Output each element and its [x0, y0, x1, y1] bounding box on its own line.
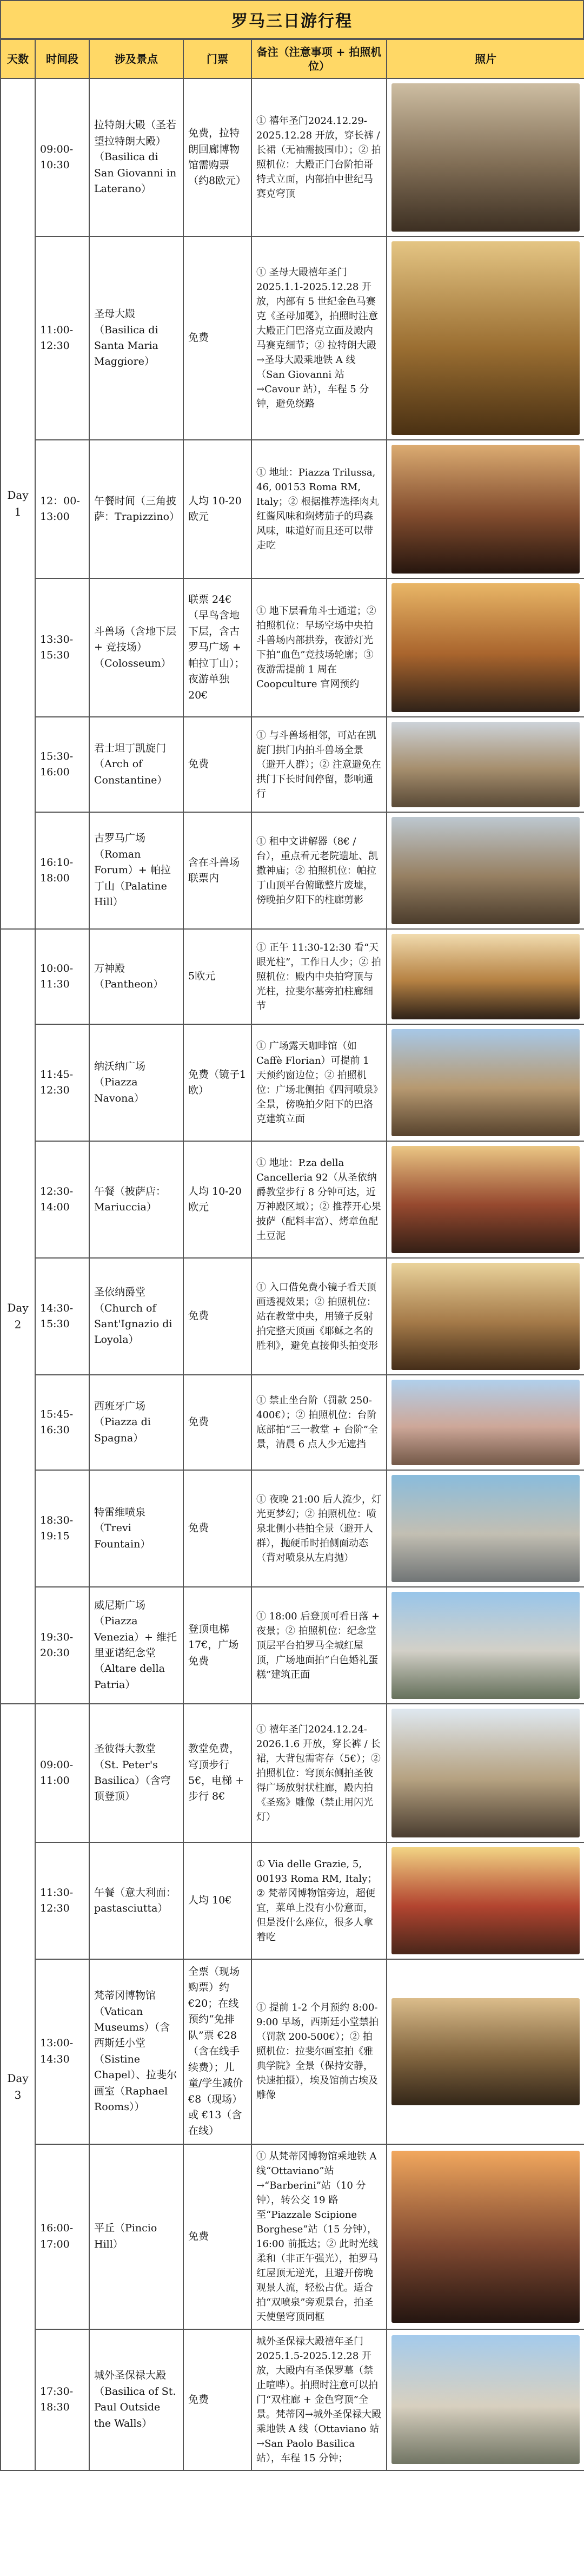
- itinerary-table: [0, 39, 584, 2471]
- note-cell: ① 广场露天咖啡馆（如 Caffè Florian）可提前 1 天预约窗边位；② 拍照机位：广场北侧拍《四河喷泉》全景，傍晚拍夕阳下的巴洛克建筑立面: [251, 1024, 387, 1141]
- ticket-cell: 免费: [183, 2329, 251, 2470]
- header-time: 时间段: [35, 39, 89, 78]
- time-cell: 13:30-15:30: [35, 578, 89, 717]
- attraction-photo: [391, 1263, 580, 1370]
- note-cell: 城外圣保禄大殿禧年圣门 2025.1.5-2025.12.28 开放，大殿内有圣保罗墓（禁止喧哗）。拍照时注意可以拍门“双柱廊 + 金色穹顶”全景。梵蒂冈→城外圣保禄大殿乘地铁 A 线（Ottaviano 站→San Paolo Basilica 站），车程 15 分钟；: [251, 2329, 387, 2470]
- note-cell: ① 入口借免费小镜子看天顶画透视效果；② 拍照机位：站在教堂中央，用镜子反射拍完整天顶画《耶稣之名的胜利》，避免直接仰头拍变形: [251, 1258, 387, 1375]
- table-row: [1, 1024, 584, 1141]
- photo-cell: [387, 1258, 584, 1375]
- ticket-cell: 5欧元: [183, 929, 251, 1024]
- sight-cell: 午餐时间（三角披萨：Trapizzino）: [89, 440, 183, 578]
- attraction-photo: [391, 1998, 580, 2105]
- sight-cell: 午餐（意大利面：pastasciutta）: [89, 1842, 183, 1959]
- time-cell: 09:00-10:30: [35, 78, 89, 236]
- table-row: [1, 1587, 584, 1704]
- ticket-cell: 人均 10€: [183, 1842, 251, 1959]
- ticket-cell: 人均 10-20 欧元: [183, 1141, 251, 1258]
- table-row: [1, 1375, 584, 1470]
- time-cell: 18:30-19:15: [35, 1470, 89, 1587]
- note-cell: ① 禁止坐台阶（罚款 250-400€）；② 拍照机位：台阶底部拍“三一教堂 + 台阶”全景，清晨 6 点人少无遮挡: [251, 1375, 387, 1470]
- photo-cell: [387, 1141, 584, 1258]
- sight-cell: 斗兽场（含地下层 + 竞技场）（Colosseum）: [89, 578, 183, 717]
- note-cell: ① 与斗兽场相邻，可站在凯旋门拱门内拍斗兽场全景（避开人群）；② 注意避免在拱门下长时间停留，影响通行: [251, 717, 387, 812]
- time-cell: 15:30-16:00: [35, 717, 89, 812]
- note-cell: ① 夜晚 21:00 后人流少，灯光更梦幻；② 拍照机位：喷泉北侧小巷拍全景（避开人群），抛硬币时拍侧面动态（背对喷泉从左肩抛）: [251, 1470, 387, 1587]
- header-photo: 照片: [387, 39, 584, 78]
- photo-cell: [387, 1959, 584, 2144]
- ticket-cell: 免费: [183, 1375, 251, 1470]
- sight-cell: 纳沃纳广场（Piazza Navona）: [89, 1024, 183, 1141]
- table-row: [1, 578, 584, 717]
- sight-cell: 梵蒂冈博物馆（Vatican Museums）（含西斯廷小堂（Sistine Chapel）、拉斐尔画室（Raphael Rooms））: [89, 1959, 183, 2144]
- note-cell: ① 18:00 后登顶可看日落 + 夜景；② 拍照机位：纪念堂顶层平台拍罗马全城红屋顶，广场地面拍“白色婚礼蛋糕”建筑正面: [251, 1587, 387, 1704]
- note-cell: ① Via delle Grazie, 5, 00193 Roma RM, Italy；② 梵蒂冈博物馆旁边，超便宜，菜单上没有小份意面，但是没什么座位，很多人拿着吃: [251, 1842, 387, 1959]
- photo-cell: [387, 929, 584, 1024]
- ticket-cell: 人均 10-20 欧元: [183, 440, 251, 578]
- table-row: [1, 1141, 584, 1258]
- sight-cell: 拉特朗大殿（圣若望拉特朗大殿）（Basilica di San Giovanni in Laterano）: [89, 78, 183, 236]
- attraction-photo: [391, 1709, 580, 1837]
- attraction-photo: [391, 934, 580, 1019]
- ticket-cell: 免费: [183, 236, 251, 440]
- attraction-photo: [391, 583, 580, 712]
- header-sight: 涉及景点: [89, 39, 183, 78]
- photo-cell: [387, 2144, 584, 2329]
- time-cell: 11:30-12:30: [35, 1842, 89, 1959]
- sight-cell: 城外圣保禄大殿（Basilica of St. Paul Outside the Walls）: [89, 2329, 183, 2470]
- table-row: [1, 1959, 584, 2144]
- photo-cell: [387, 1704, 584, 1842]
- day-label: Day1: [1, 78, 35, 929]
- attraction-photo: [391, 1146, 580, 1253]
- time-cell: 12：00-13:00: [35, 440, 89, 578]
- ticket-cell: 免费: [183, 1258, 251, 1375]
- attraction-photo: [391, 83, 580, 232]
- table-row: [1, 929, 584, 1024]
- attraction-photo: [391, 445, 580, 574]
- note-cell: ① 正午 11:30-12:30 看“天眼光柱”，工作日人少；② 拍照机位：殿内中央拍穹顶与光柱，拉斐尔墓旁拍柱廊细节: [251, 929, 387, 1024]
- table-row: [1, 812, 584, 929]
- sight-cell: 午餐（披萨店：Mariuccia）: [89, 1141, 183, 1258]
- sight-cell: 特雷维喷泉（Trevi Fountain）: [89, 1470, 183, 1587]
- table-header-row: [1, 39, 584, 78]
- attraction-photo: [391, 1847, 580, 1954]
- document-title: 罗马三日游行程: [0, 0, 584, 39]
- time-cell: 14:30-15:30: [35, 1258, 89, 1375]
- time-cell: 13:00-14:30: [35, 1959, 89, 2144]
- photo-cell: [387, 440, 584, 578]
- note-cell: ① 地址：P.za della Cancelleria 92（从圣依纳爵教堂步行 8 分钟可达，近万神殿区域）；② 推荐开心果披萨（配料丰富）、烤章鱼配土豆泥: [251, 1141, 387, 1258]
- ticket-cell: 免费: [183, 717, 251, 812]
- attraction-photo: [391, 1029, 580, 1136]
- ticket-cell: 免费（镜子1欧）: [183, 1024, 251, 1141]
- sight-cell: 圣依纳爵堂（Church of Sant'Ignazio di Loyola）: [89, 1258, 183, 1375]
- time-cell: 15:45-16:30: [35, 1375, 89, 1470]
- photo-cell: [387, 1375, 584, 1470]
- photo-cell: [387, 1470, 584, 1587]
- attraction-photo: [391, 1380, 580, 1465]
- attraction-photo: [391, 2335, 580, 2464]
- note-cell: ① 圣母大殿禧年圣门2025.1.1-2025.12.28 开放，内部有 5 世纪金色马赛克《圣母加冕》，拍照时注意大殿正门巴洛克立面及殿内马赛克细节；② 拉特朗大殿→圣母大殿乘地铁 A 线（San Giovanni 站→Cavour 站），车程 5 分钟，避免绕路: [251, 236, 387, 440]
- note-cell: ① 地下层看角斗士通道；② 拍照机位：早场空场中央拍斗兽场内部拱券，夜游灯光下拍“血色”竞技场轮廓；③ 夜游需提前 1 周在 Coopculture 官网预约: [251, 578, 387, 717]
- photo-cell: [387, 1587, 584, 1704]
- time-cell: 17:30-18:30: [35, 2329, 89, 2470]
- ticket-cell: 联票 24€（早鸟含地下层，含古罗马广场 + 帕拉丁山）；夜游单独 20€: [183, 578, 251, 717]
- photo-cell: [387, 236, 584, 440]
- sight-cell: 威尼斯广场（Piazza Venezia）+ 维托里亚诺纪念堂（Altare della Patria）: [89, 1587, 183, 1704]
- sight-cell: 万神殿（Pantheon）: [89, 929, 183, 1024]
- ticket-cell: 免费，拉特朗回廊博物馆需购票（约8欧元）: [183, 78, 251, 236]
- attraction-photo: [391, 817, 580, 924]
- note-cell: ① 从梵蒂冈博物馆乘地铁 A 线“Ottaviano”站→“Barberini”站（10 分钟），转公交 19 路至“Piazzale Scipione Borghese”站（15 分钟），16:00 前抵达；② 此时光线柔和（非正午强光），拍罗马红屋顶无逆光，且避开傍晚观景人流，轻松占优。适合拍“双喷泉”旁观景台，拍圣天使堡穹顶同框: [251, 2144, 387, 2329]
- ticket-cell: 全票（现场购票）约 €20；在线预约“免排队”票 €28（含在线手续费）；儿童/学生减价 €8（现场）或 €13（含在线）: [183, 1959, 251, 2144]
- attraction-photo: [391, 1592, 580, 1699]
- photo-cell: [387, 812, 584, 929]
- table-row: [1, 78, 584, 236]
- photo-cell: [387, 2329, 584, 2470]
- time-cell: 09:00-11:00: [35, 1704, 89, 1842]
- time-cell: 10:00-11:30: [35, 929, 89, 1024]
- table-row: [1, 1842, 584, 1959]
- note-cell: ① 提前 1-2 个月预约 8:00-9:00 早场，西斯廷小堂禁拍（罚款 200-500€）；② 拍照机位：拉斐尔画室拍《雅典学院》全景（保持安静，快速拍摄），埃及馆前古埃及雕像: [251, 1959, 387, 2144]
- header-day: 天数: [1, 39, 35, 78]
- table-row: [1, 1704, 584, 1842]
- note-cell: ① 租中文讲解器（8€ / 台），重点看元老院遗址、凯撒神庙；② 拍照机位：帕拉丁山顶平台俯瞰整片废墟，傍晚拍夕阳下的柱廊剪影: [251, 812, 387, 929]
- table-row: [1, 717, 584, 812]
- sight-cell: 西班牙广场（Piazza di Spagna）: [89, 1375, 183, 1470]
- table-row: [1, 2329, 584, 2470]
- sight-cell: 圣彼得大教堂（St. Peter's Basilica）（含穹顶登顶）: [89, 1704, 183, 1842]
- note-cell: ① 禧年圣门2024.12.24-2026.1.6 开放，穿长裤 / 长裙，大背包需寄存（5€）；② 拍照机位：穹顶东侧拍圣彼得广场放射状柱廊，殿内拍《圣殇》雕像（禁止用闪光灯）: [251, 1704, 387, 1842]
- attraction-photo: [391, 722, 580, 807]
- photo-cell: [387, 717, 584, 812]
- day-label: Day3: [1, 1704, 35, 2470]
- time-cell: 19:30-20:30: [35, 1587, 89, 1704]
- ticket-cell: 登顶电梯 17€，广场免费: [183, 1587, 251, 1704]
- itinerary-body: [1, 78, 584, 2470]
- ticket-cell: 含在斗兽场联票内: [183, 812, 251, 929]
- time-cell: 16:00-17:00: [35, 2144, 89, 2329]
- table-row: [1, 236, 584, 440]
- table-row: [1, 2144, 584, 2329]
- header-ticket: 门票: [183, 39, 251, 78]
- sight-cell: 圣母大殿（Basilica di Santa Maria Maggiore）: [89, 236, 183, 440]
- table-row: [1, 440, 584, 578]
- ticket-cell: 免费: [183, 2144, 251, 2329]
- time-cell: 12:30-14:00: [35, 1141, 89, 1258]
- attraction-photo: [391, 241, 580, 435]
- attraction-photo: [391, 2151, 580, 2323]
- sight-cell: 古罗马广场（Roman Forum）+ 帕拉丁山（Palatine Hill）: [89, 812, 183, 929]
- table-row: [1, 1470, 584, 1587]
- photo-cell: [387, 578, 584, 717]
- sight-cell: 君士坦丁凯旋门（Arch of Constantine）: [89, 717, 183, 812]
- time-cell: 11:00-12:30: [35, 236, 89, 440]
- ticket-cell: 教堂免费，穹顶步行 5€，电梯 + 步行 8€: [183, 1704, 251, 1842]
- sight-cell: 平丘（Pincio Hill）: [89, 2144, 183, 2329]
- table-row: [1, 1258, 584, 1375]
- time-cell: 11:45-12:30: [35, 1024, 89, 1141]
- note-cell: ① 禧年圣门2024.12.29-2025.12.28 开放，穿长裤 / 长裙（无袖需披围巾）；② 拍照机位：大殿正门台阶拍哥特式立面，内部拍中世纪马赛克穹顶: [251, 78, 387, 236]
- time-cell: 16:10-18:00: [35, 812, 89, 929]
- photo-cell: [387, 1842, 584, 1959]
- photo-cell: [387, 1024, 584, 1141]
- photo-cell: [387, 78, 584, 236]
- note-cell: ① 地址：Piazza Trilussa, 46, 00153 Roma RM, Italy；② 根据推荐选择肉丸红酱风味和焖烤茄子的玛森风味，味道好而且还可以带走吃: [251, 440, 387, 578]
- header-note: 备注（注意事项 + 拍照机位）: [251, 39, 387, 78]
- day-label: Day2: [1, 929, 35, 1704]
- ticket-cell: 免费: [183, 1470, 251, 1587]
- attraction-photo: [391, 1475, 580, 1582]
